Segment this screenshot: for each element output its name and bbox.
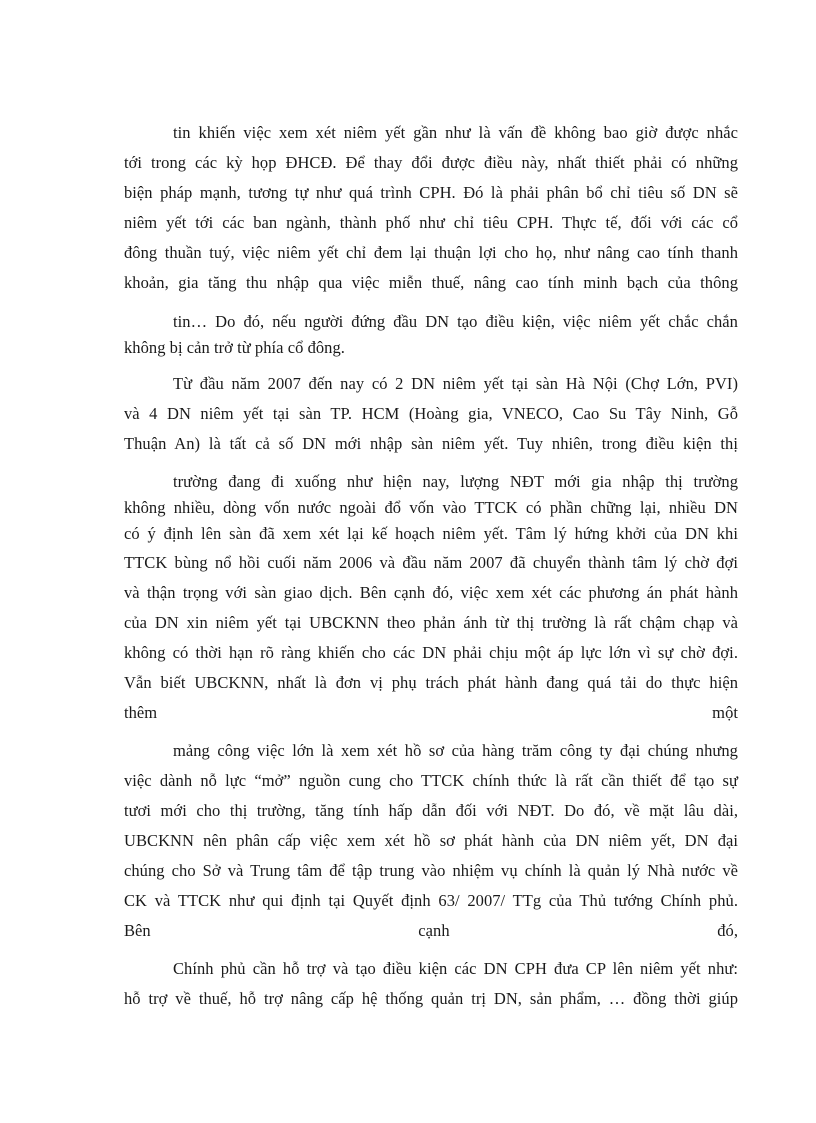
text-line: Từ đầu năm 2007 đến nay có 2 DN niêm yết tại sàn Hà Nội (Chợ Lớn, PVI)	[173, 374, 738, 393]
text-line: niêm yết tới các ban ngành, thành phố như chỉ tiêu CPH. Thực tế, đối với các cổ	[124, 213, 738, 232]
text-line: Vẫn biết UBCKNN, nhất là đơn vị phụ trách phát hành đang quá tải do thực hiện	[124, 673, 738, 692]
text-line: chúng cho Sở và Trung tâm để tập trung vào nhiệm vụ chính là quản lý Nhà nước về	[124, 861, 738, 880]
text-line: của DN xin niêm yết tại UBCKNN theo phản ánh từ thị trường là rất chậm chạp và	[124, 613, 738, 632]
text-line: việc dành nỗ lực “mở” nguồn cung cho TTCK chính thức là rất cần thiết để tạo sự	[124, 771, 738, 790]
text-line: tin… Do đó, nếu người đứng đầu DN tạo điều kiện, việc niêm yết chắc chắn	[173, 312, 738, 331]
text-line: trường đang đi xuống như hiện nay, lượng NĐT mới gia nhập thị trường	[173, 472, 738, 491]
text-line: không có thời hạn rõ ràng khiến cho các DN phải chịu một áp lực lớn vì sự chờ đợi.	[124, 643, 738, 662]
text-line: thêm một	[124, 703, 738, 722]
text-line: và thận trọng với sàn giao dịch. Bên cạnh đó, việc xem xét các phương án phát hành	[124, 583, 738, 602]
text-line: khoản, gia tăng thu nhập qua việc miễn thuế, nâng cao tính minh bạch của thông	[124, 273, 738, 292]
text-line: tới trong các kỳ họp ĐHCĐ. Để thay đổi được điều này, nhất thiết phải có những	[124, 153, 738, 172]
text-line: Bên cạnh đó,	[124, 921, 738, 940]
text-line: tin khiến việc xem xét niêm yết gần như là vấn đề không bao giờ được nhắc	[173, 123, 738, 142]
text-line: đông thuần tuý, việc niêm yết chỉ đem lại thuận lợi cho họ, như nâng cao tính thanh	[124, 243, 738, 262]
text-line: hỗ trợ về thuế, hỗ trợ nâng cấp hệ thống quản trị DN, sản phẩm, … đồng thời giúp	[124, 989, 738, 1008]
text-line: không nhiều, dòng vốn nước ngoài đổ vốn vào TTCK có phần chững lại, nhiều DN	[124, 498, 738, 517]
text-line: không bị cản trở từ phía cổ đông.	[124, 338, 345, 357]
text-line: Thuận An) là tất cả số DN mới nhập sàn niêm yết. Tuy nhiên, trong điều kiện thị	[124, 434, 738, 453]
text-line: tươi mới cho thị trường, tăng tính hấp dẫn đối với NĐT. Do đó, về mặt lâu dài,	[124, 801, 738, 820]
text-line: UBCKNN nên phân cấp việc xem xét hồ sơ phát hành của DN niêm yết, DN đại	[124, 831, 738, 850]
text-line: biện pháp mạnh, tương tự như quá trình CPH. Đó là phải phân bổ chỉ tiêu số DN sẽ	[124, 183, 738, 202]
text-line: mảng công việc lớn là xem xét hồ sơ của hàng trăm công ty đại chúng nhưng	[173, 741, 738, 760]
text-line: có ý định lên sàn đã xem xét lại kế hoạch niêm yết. Tâm lý hứng khởi của DN khi	[124, 524, 738, 543]
text-line: TTCK bùng nổ hồi cuối năm 2006 và đầu năm 2007 đã chuyển thành tâm lý chờ đợi	[124, 553, 738, 572]
text-line: và 4 DN niêm yết tại sàn TP. HCM (Hoàng gia, VNECO, Cao Su Tây Ninh, Gỗ	[124, 404, 738, 423]
text-line: Chính phủ cần hỗ trợ và tạo điều kiện các DN CPH đưa CP lên niêm yết như:	[173, 959, 738, 978]
text-line: CK và TTCK như qui định tại Quyết định 63/ 2007/ TTg của Thủ tướng Chính phủ.	[124, 891, 738, 910]
